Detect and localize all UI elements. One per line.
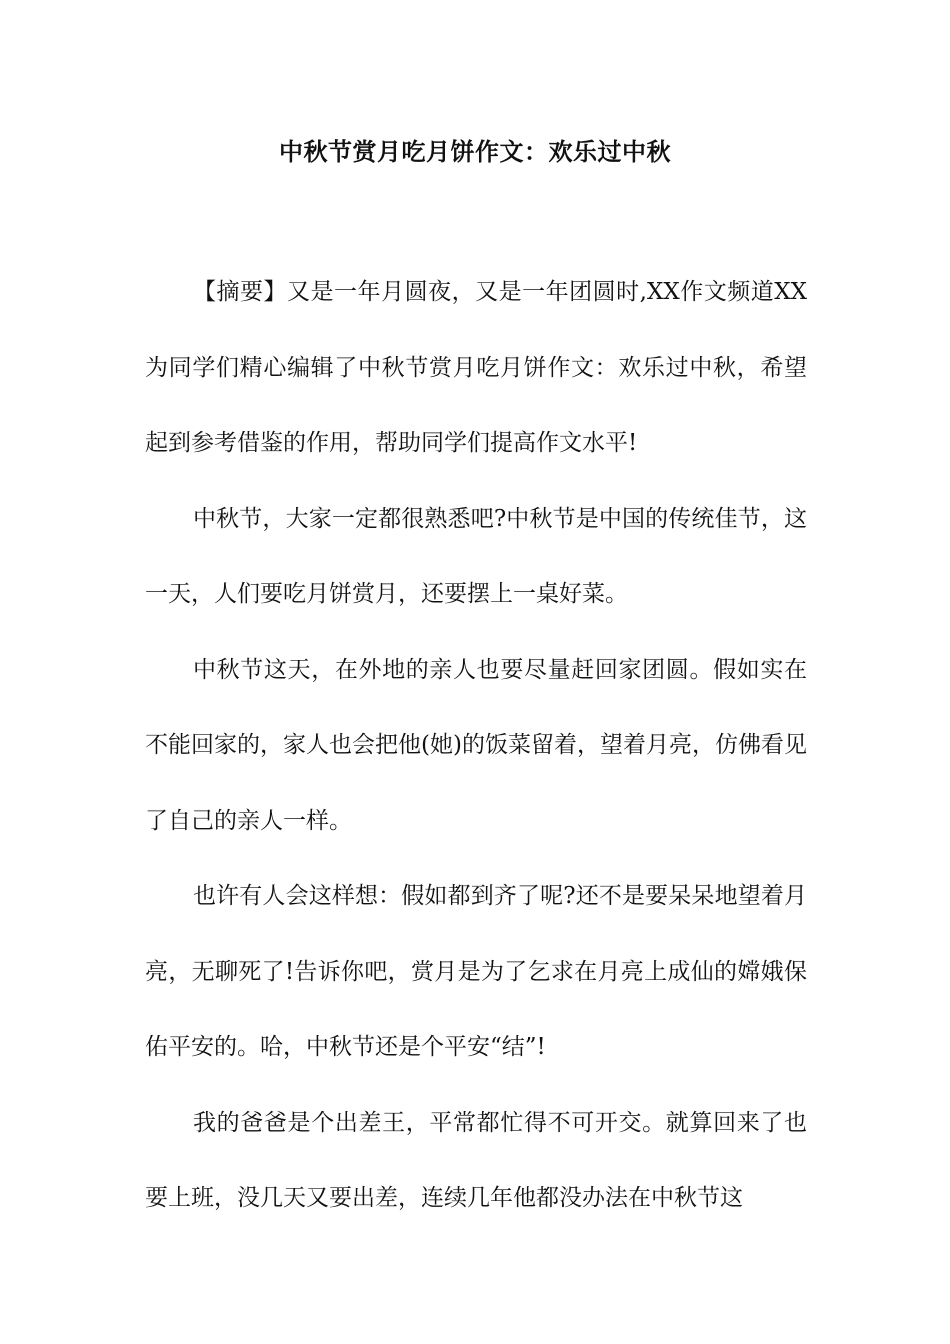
paragraph: 我的爸爸是个出差王，平常都忙得不可开交。就算回来了也要上班，没几天又要出差，连续几年他都没办法在中秋节这 bbox=[145, 1109, 807, 1211]
paragraph-abstract: 【摘要】又是一年月圆夜，又是一年团圆时,XX作文频道XX为同学们精心编辑了中秋节赏月吃月饼作文：欢乐过中秋，希望起到参考借鉴的作用，帮助同学们提高作文水平! bbox=[145, 279, 807, 456]
document-title: 中秋节赏月吃月饼作文：欢乐过中秋 bbox=[279, 137, 671, 166]
paragraph: 中秋节这天，在外地的亲人也要尽量赶回家团圆。假如实在不能回家的，家人也会把他(她)的饭菜留着，望着月亮，仿佛看见了自己的亲人一样。 bbox=[145, 656, 807, 834]
document-body bbox=[145, 255, 807, 1237]
paragraph: 中秋节，大家一定都很熟悉吧?中秋节是中国的传统佳节，这一天，人们要吃月饼赏月，还要摆上一桌好菜。 bbox=[145, 505, 807, 607]
paragraph: 也许有人会这样想：假如都到齐了呢?还不是要呆呆地望着月亮，无聊死了!告诉你吧，赏月是为了乞求在月亮上成仙的嫦娥保佑平安的。哈，中秋节还是个平安“结”! bbox=[145, 883, 807, 1060]
